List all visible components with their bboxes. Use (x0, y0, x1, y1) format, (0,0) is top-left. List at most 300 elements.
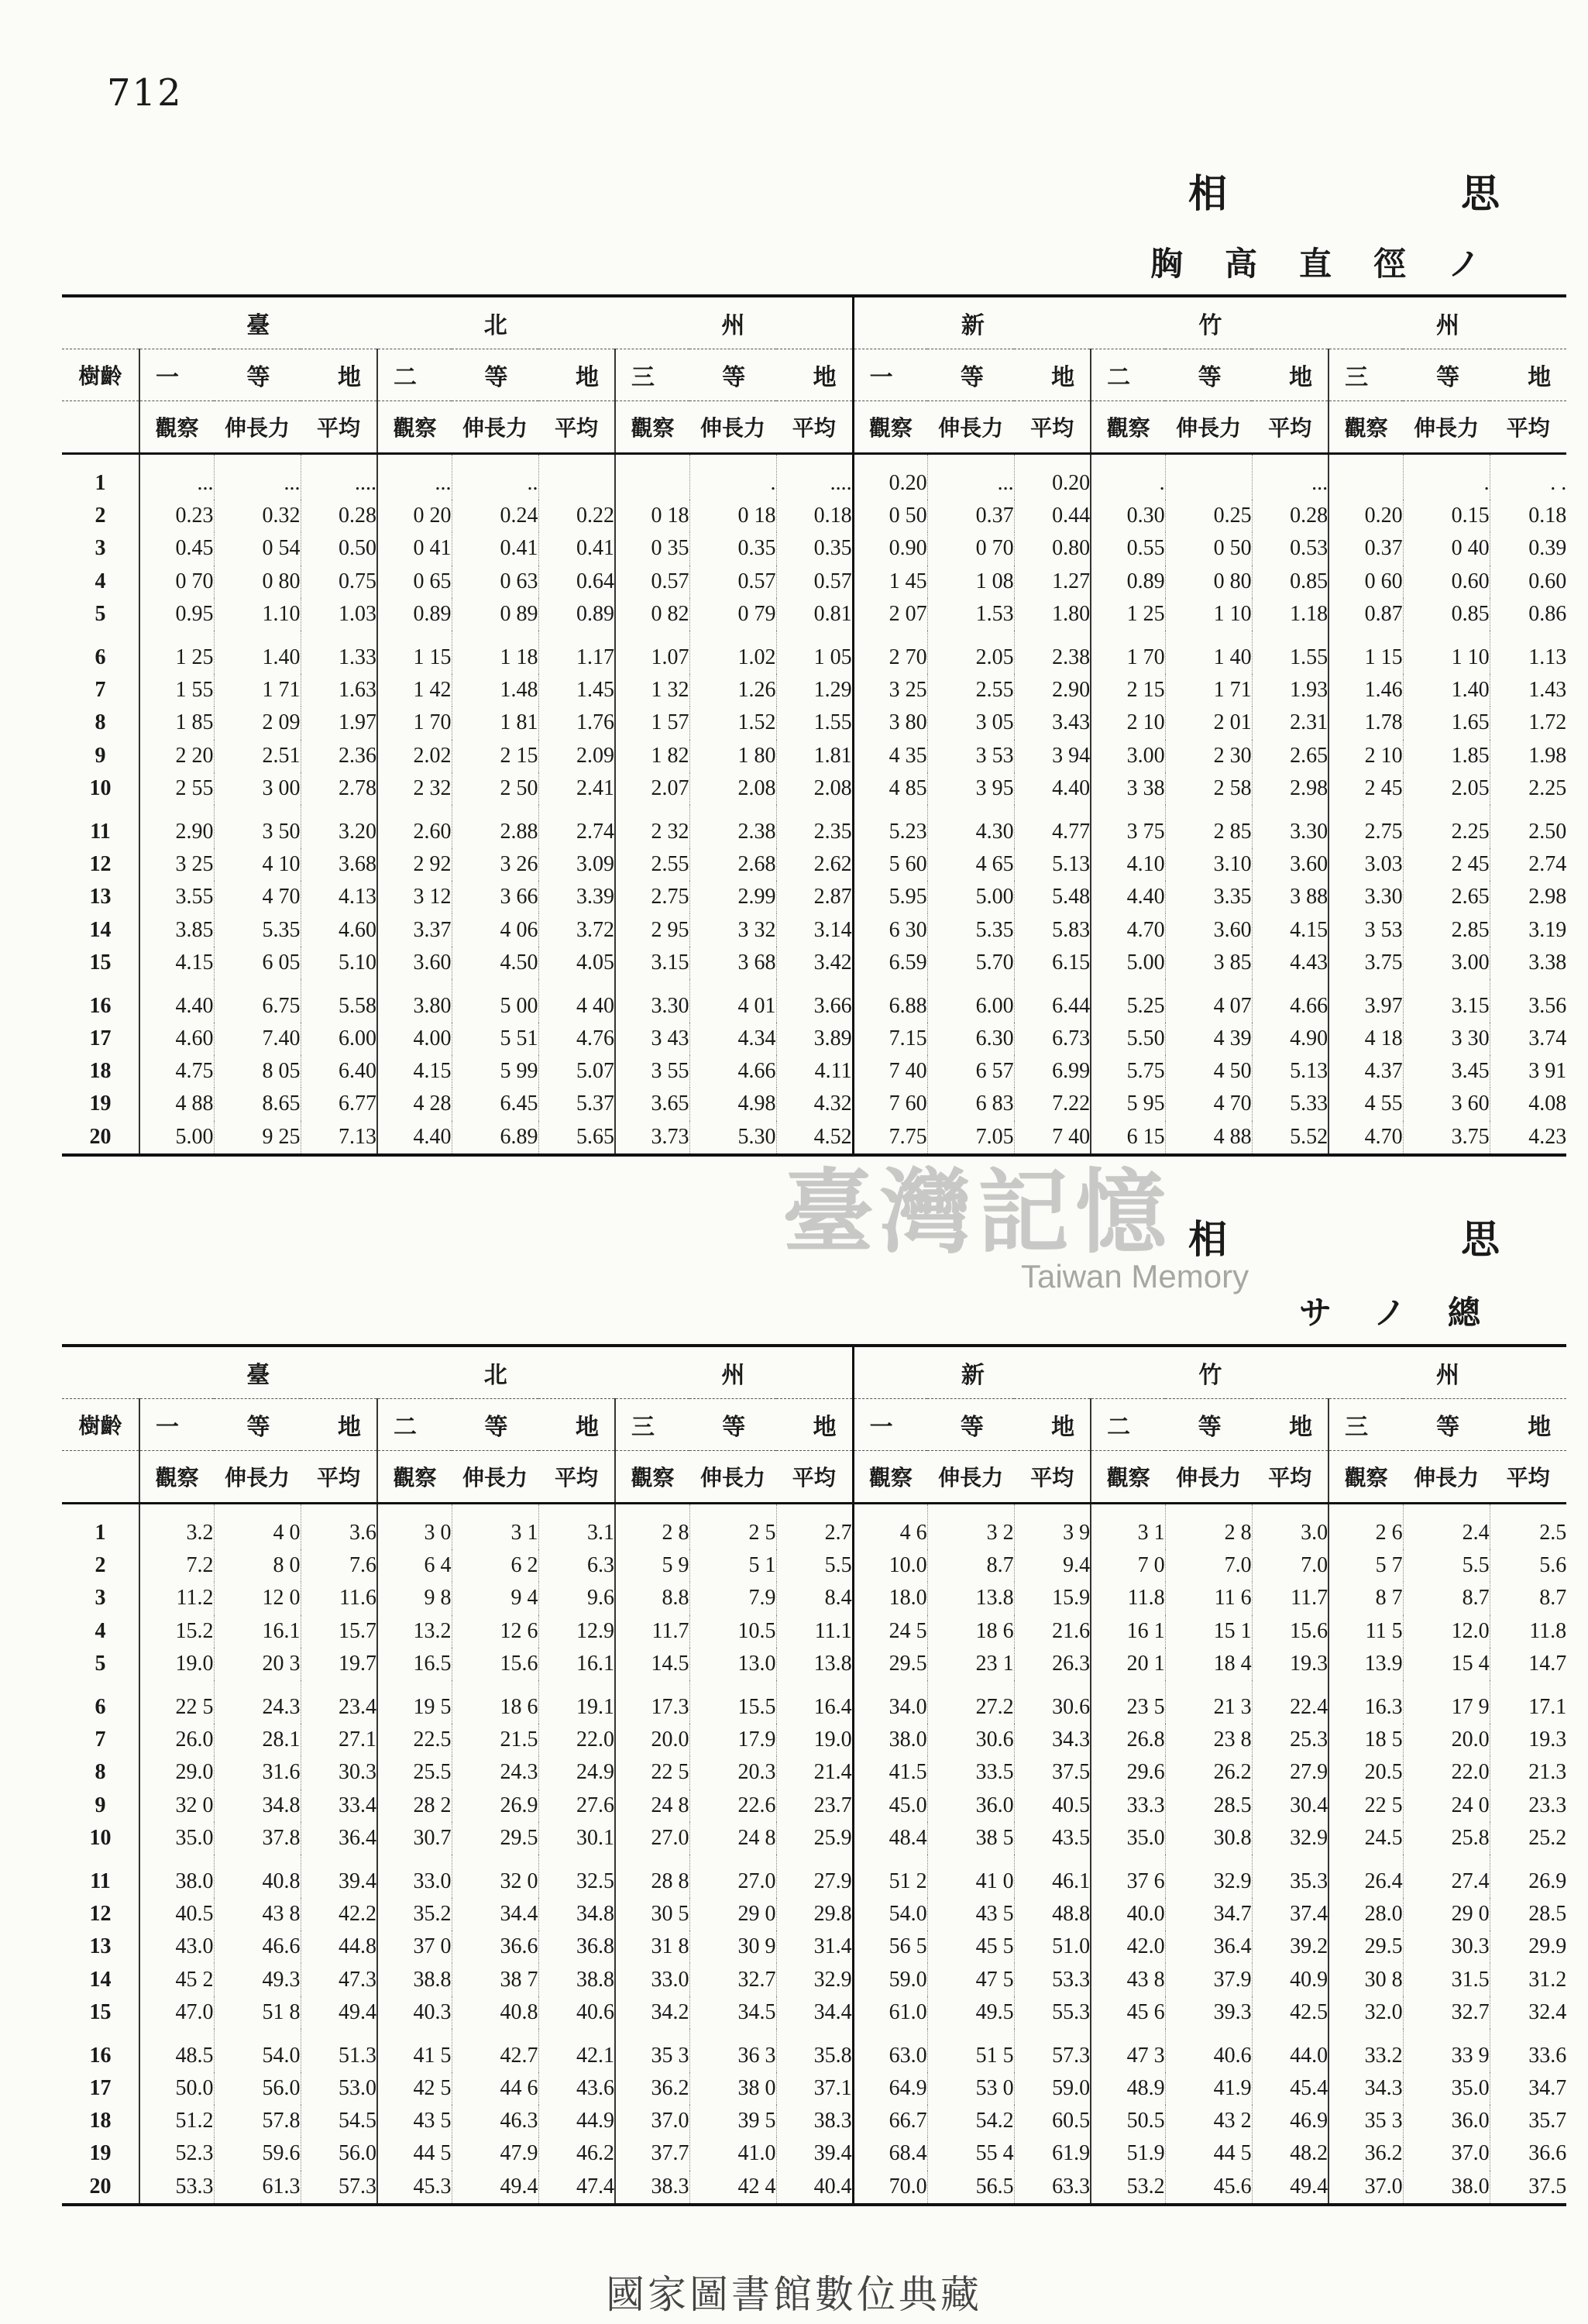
value-cell: 30.4 (1252, 1789, 1328, 1822)
value-cell: 4 18 (1328, 1023, 1403, 1055)
value-cell: 26.8 (1091, 1724, 1165, 1756)
grade-header (377, 1399, 615, 1451)
value-cell: 3 85 (1165, 947, 1252, 979)
value-cell: 19.3 (1252, 1648, 1328, 1680)
value-cell: 5.13 (1252, 1055, 1328, 1088)
value-cell: 10.0 (853, 1549, 927, 1582)
value-cell: 2.36 (301, 740, 377, 772)
grade-char: 地 (338, 364, 361, 391)
value-cell: 0.57 (689, 566, 776, 598)
column-header: 平均 (301, 1451, 377, 1504)
age-cell: 14 (89, 1967, 112, 1992)
value-cell: 27.9 (776, 1855, 853, 1898)
grade-char: 二 (394, 1414, 417, 1441)
value-cell: 0.85 (1252, 566, 1328, 598)
value-cell: 47 5 (927, 1963, 1014, 1996)
value-cell: 0.25 (1165, 500, 1252, 532)
grade-header (1091, 349, 1328, 401)
value-cell: 1.29 (776, 674, 853, 706)
table-row (62, 1023, 1566, 1055)
value-cell: 2.41 (538, 772, 615, 805)
value-cell: 45.3 (377, 2171, 452, 2205)
age-cell: 14 (89, 917, 112, 942)
value-cell: 28.1 (214, 1724, 301, 1756)
value-cell: 2 32 (615, 805, 689, 848)
value-cell: 33.0 (377, 1855, 452, 1898)
value-cell: 3.00 (1403, 947, 1490, 979)
value-cell: 4.08 (1490, 1088, 1566, 1120)
value-cell: 24.3 (452, 1756, 538, 1789)
column-header: 平均 (301, 401, 377, 454)
value-cell: 5.48 (1014, 881, 1091, 913)
value-cell: 35.0 (1091, 1822, 1165, 1855)
value-cell: 2 70 (853, 631, 927, 674)
value-cell: 42.1 (538, 2029, 615, 2072)
value-cell: 7.0 (1165, 1549, 1252, 1582)
value-cell: 5.70 (927, 947, 1014, 979)
value-cell: 42 4 (689, 2171, 776, 2205)
grade-char: 等 (1198, 1414, 1222, 1441)
column-header: 平均 (1490, 401, 1566, 454)
value-cell: 3 94 (1014, 740, 1091, 772)
value-cell: 11.7 (1252, 1582, 1328, 1614)
grade-header (139, 349, 377, 401)
value-cell: 5 9 (615, 1549, 689, 1582)
value-cell: 4 39 (1165, 1023, 1252, 1055)
value-cell: 3.60 (377, 947, 452, 979)
value-cell: 48.5 (139, 2029, 214, 2072)
table-row (62, 1963, 1566, 1996)
column-header: 觀察 (1328, 401, 1403, 454)
grade-header (615, 349, 853, 401)
value-cell: 0.55 (1091, 532, 1165, 565)
value-cell: 29.6 (1091, 1756, 1165, 1789)
value-cell: 1 15 (377, 631, 452, 674)
value-cell: 30.1 (538, 1822, 615, 1855)
value-cell: 28 2 (377, 1789, 452, 1822)
value-cell: 4.52 (776, 1121, 853, 1155)
value-cell: 19.1 (538, 1680, 615, 1724)
value-cell: 29 0 (689, 1898, 776, 1930)
column-header: 觀察 (1328, 1451, 1403, 1504)
value-cell: 1 80 (689, 740, 776, 772)
value-cell: 39.3 (1165, 1996, 1252, 2029)
grade-char: 一 (869, 364, 893, 391)
prefecture-char: 州 (1435, 1362, 1459, 1389)
value-cell: 1.07 (615, 631, 689, 674)
value-cell: 4.15 (377, 1055, 452, 1088)
table-row (62, 1504, 1566, 1550)
value-cell: 6 2 (452, 1549, 538, 1582)
value-cell: 1.45 (538, 674, 615, 706)
value-cell: 3.00 (1091, 740, 1165, 772)
value-cell: 15.6 (1252, 1615, 1328, 1648)
table-row (62, 979, 1566, 1023)
value-cell: 28.5 (1165, 1789, 1252, 1822)
value-cell: 1 71 (1165, 674, 1252, 706)
value-cell: 2.08 (776, 772, 853, 805)
value-cell: 40.8 (452, 1996, 538, 2029)
value-cell: 2 10 (1328, 740, 1403, 772)
value-cell: 0.89 (538, 598, 615, 631)
value-cell: 6.73 (1014, 1023, 1091, 1055)
value-cell: 34.7 (1165, 1898, 1252, 1930)
value-cell: 22.4 (1252, 1680, 1328, 1724)
value-cell: 40.5 (1014, 1789, 1091, 1822)
value-cell: 6.59 (853, 947, 927, 979)
value-cell: 15.5 (689, 1680, 776, 1724)
value-cell: 37.7 (615, 2137, 689, 2170)
value-cell: 5.07 (538, 1055, 615, 1088)
value-cell: 15 4 (1403, 1648, 1490, 1680)
value-cell: 3.19 (1490, 913, 1566, 946)
value-cell: 4 01 (689, 979, 776, 1023)
value-cell: 44.9 (538, 2105, 615, 2137)
age-cell: 10 (89, 1825, 112, 1850)
value-cell: 5.75 (1091, 1055, 1165, 1088)
value-cell: 0.15 (1403, 500, 1490, 532)
age-cell: 17 (89, 1026, 112, 1051)
value-cell: 3 91 (1490, 1055, 1566, 1088)
value-cell: 3 68 (689, 947, 776, 979)
value-cell: 18 5 (1328, 1724, 1403, 1756)
value-cell: 40.6 (538, 1996, 615, 2029)
value-cell: 57.3 (1014, 2029, 1091, 2072)
value-cell: 24 8 (689, 1822, 776, 1855)
value-cell: 3 0 (377, 1504, 452, 1550)
value-cell: 4 07 (1165, 979, 1252, 1023)
grade-char: 地 (576, 364, 599, 391)
value-cell: 0 80 (1165, 566, 1252, 598)
table-row (62, 1680, 1566, 1724)
value-cell: 48.8 (1014, 1898, 1091, 1930)
value-cell: 28.5 (1490, 1898, 1566, 1930)
table1-title-char: 相 (1188, 170, 1229, 216)
value-cell: 45.4 (1252, 2072, 1328, 2105)
value-cell: 3.0 (1252, 1504, 1328, 1550)
grade-char: 等 (484, 364, 508, 391)
value-cell: 49.3 (214, 1963, 301, 1996)
header-corner (62, 296, 139, 349)
value-cell: 2.55 (615, 848, 689, 881)
value-cell: 40.9 (1252, 1963, 1328, 1996)
value-cell: 3 9 (1014, 1504, 1091, 1550)
prefecture-char: 州 (721, 312, 745, 339)
value-cell: 0.81 (776, 598, 853, 631)
value-cell: 1.65 (1403, 706, 1490, 739)
value-cell: 8 0 (214, 1549, 301, 1582)
value-cell: 1 55 (139, 674, 214, 706)
value-cell: 2.65 (1403, 881, 1490, 913)
value-cell: 48.2 (1252, 2137, 1328, 2170)
value-cell: 6.89 (452, 1121, 538, 1155)
value-cell: 6 4 (377, 1549, 452, 1582)
value-cell: 17.3 (615, 1680, 689, 1724)
value-cell: 0.53 (1252, 532, 1328, 565)
value-cell: 13.9 (1328, 1648, 1403, 1680)
value-cell: 45.0 (853, 1789, 927, 1822)
value-cell: 2.7 (776, 1504, 853, 1550)
value-cell: 27.1 (301, 1724, 377, 1756)
value-cell: 23.4 (301, 1680, 377, 1724)
value-cell: 5.35 (927, 913, 1014, 946)
value-cell: 27.0 (689, 1855, 776, 1898)
value-cell: 54.0 (853, 1898, 927, 1930)
value-cell: 20.5 (1328, 1756, 1403, 1789)
value-cell: 21.3 (1490, 1756, 1566, 1789)
value-cell: 37.1 (776, 2072, 853, 2105)
grade-header (1328, 1399, 1566, 1451)
value-cell: 27.4 (1403, 1855, 1490, 1898)
value-cell: 30.3 (1403, 1930, 1490, 1963)
value-cell: 6 30 (853, 913, 927, 946)
value-cell: 3.75 (1403, 1121, 1490, 1155)
value-cell: 8.8 (615, 1582, 689, 1614)
age-cell: 19 (89, 1092, 112, 1116)
value-cell: 27.0 (615, 1822, 689, 1855)
age-cell: 11 (90, 1868, 111, 1893)
value-cell: 52.3 (139, 2137, 214, 2170)
value-cell: 19.0 (139, 1648, 214, 1680)
value-cell: 2 95 (615, 913, 689, 946)
value-cell: 43 8 (1091, 1963, 1165, 1996)
value-cell: 2 6 (1328, 1504, 1403, 1550)
value-cell: 41 5 (377, 2029, 452, 2072)
value-cell: 3.20 (301, 805, 377, 848)
value-cell: 19.3 (1490, 1724, 1566, 1756)
grade-char: 等 (1436, 1414, 1460, 1441)
value-cell: 3 53 (1328, 913, 1403, 946)
value-cell: 32.7 (689, 1963, 776, 1996)
value-cell: 32.7 (1403, 1996, 1490, 2029)
value-cell: 61.9 (1014, 2137, 1091, 2170)
value-cell: 3.6 (301, 1504, 377, 1550)
grade-char: 地 (1051, 1414, 1075, 1441)
value-cell: 3 60 (1403, 1088, 1490, 1120)
value-cell: 13.8 (776, 1648, 853, 1680)
value-cell: 32.9 (1165, 1855, 1252, 1898)
value-cell: 30.6 (927, 1724, 1014, 1756)
value-cell: 4.60 (301, 913, 377, 946)
value-cell: 36.6 (452, 1930, 538, 1963)
value-cell: 2.38 (689, 805, 776, 848)
age-cell: 1 (95, 1521, 106, 1545)
value-cell: 2.65 (1252, 740, 1328, 772)
grade-char: 二 (1107, 364, 1131, 391)
value-cell: 36.8 (538, 1930, 615, 1963)
value-cell: 5.30 (689, 1121, 776, 1155)
value-cell: 40.4 (776, 2171, 853, 2205)
grade-char: 地 (338, 1414, 361, 1441)
value-cell: 13.0 (689, 1648, 776, 1680)
value-cell: 4.05 (538, 947, 615, 979)
grade-char: 地 (1289, 1414, 1313, 1441)
value-cell: 5.13 (1014, 848, 1091, 881)
age-cell: 5 (95, 601, 106, 626)
value-cell: 6 15 (1091, 1121, 1165, 1155)
age-cell: 18 (89, 1059, 112, 1084)
value-cell: 2.78 (301, 772, 377, 805)
value-cell: 0.28 (301, 500, 377, 532)
column-header: 平均 (538, 1451, 615, 1504)
value-cell: 38.8 (538, 1963, 615, 1996)
value-cell: 6.44 (1014, 979, 1091, 1023)
age-cell: 19 (89, 2141, 112, 2166)
table-row (62, 674, 1566, 706)
value-cell: 4.40 (139, 979, 214, 1023)
value-cell: 5.5 (1403, 1549, 1490, 1582)
age-cell: 18 (89, 2109, 112, 2133)
grade-char: 一 (156, 1414, 179, 1441)
value-cell: 9.6 (538, 1582, 615, 1614)
value-cell: 0.35 (689, 532, 776, 565)
value-cell: 0 79 (689, 598, 776, 631)
value-cell: 2.68 (689, 848, 776, 881)
value-cell: 47.4 (538, 2171, 615, 2205)
column-header: 伸長力 (1403, 401, 1490, 454)
table-row (62, 1121, 1566, 1155)
value-cell: 23 1 (927, 1648, 1014, 1680)
table-row (62, 1996, 1566, 2029)
value-cell: 7.05 (927, 1121, 1014, 1155)
prefecture-char: 竹 (1198, 1362, 1222, 1389)
value-cell: 11.8 (1490, 1615, 1566, 1648)
value-cell: 44 6 (452, 2072, 538, 2105)
value-cell: 33 9 (1403, 2029, 1490, 2072)
value-cell: 18 6 (927, 1615, 1014, 1648)
grade-char: 地 (813, 364, 837, 391)
prefecture-header (139, 296, 853, 349)
diameter-table (62, 294, 1566, 1157)
value-cell: 33.3 (1091, 1789, 1165, 1822)
prefecture-char: 新 (961, 312, 985, 339)
value-cell: 34.8 (538, 1898, 615, 1930)
value-cell: 2.05 (1403, 772, 1490, 805)
value-cell: 42.2 (301, 1898, 377, 1930)
age-cell: 12 (89, 1902, 112, 1927)
value-cell: 53.3 (139, 2171, 214, 2205)
value-cell: 8 05 (214, 1055, 301, 1088)
value-cell: 53 0 (927, 2072, 1014, 2105)
age-cell: 7 (95, 1728, 106, 1752)
value-cell: 5 7 (1328, 1549, 1403, 1582)
value-cell: 24.3 (214, 1680, 301, 1724)
value-cell: 32.5 (538, 1855, 615, 1898)
table-row (62, 805, 1566, 848)
value-cell: 4.70 (1091, 913, 1165, 946)
value-cell: 2 8 (1165, 1504, 1252, 1550)
table-row (62, 454, 1566, 500)
value-cell: 1.63 (301, 674, 377, 706)
value-cell: 7.22 (1014, 1088, 1091, 1120)
value-cell: 2 92 (377, 848, 452, 881)
value-cell: 1.33 (301, 631, 377, 674)
value-cell: 0 50 (853, 500, 927, 532)
value-cell: 1 18 (452, 631, 538, 674)
height-table (62, 1344, 1566, 2206)
value-cell: 23.3 (1490, 1789, 1566, 1822)
value-cell: 5.37 (538, 1088, 615, 1120)
prefecture-header (139, 1346, 853, 1399)
value-cell: 4.43 (1252, 947, 1328, 979)
table-row (62, 1930, 1566, 1963)
value-cell: 30.6 (1014, 1680, 1091, 1724)
value-cell: 26.4 (1328, 1855, 1403, 1898)
value-cell: 34.2 (615, 1996, 689, 2029)
value-cell: 0 54 (214, 532, 301, 565)
value-cell: 22 5 (1328, 1789, 1403, 1822)
value-cell: 5.23 (853, 805, 927, 848)
value-cell: 64.9 (853, 2072, 927, 2105)
header-corner (62, 1451, 139, 1504)
watermark-logo-text: 臺灣記憶 (782, 1158, 1174, 1266)
value-cell: 0 70 (927, 532, 1014, 565)
value-cell: 6.88 (853, 979, 927, 1023)
table1-subtitle-char: 胸 (1150, 245, 1183, 283)
value-cell: 48.4 (853, 1822, 927, 1855)
value-cell: 44.8 (301, 1930, 377, 1963)
value-cell: 0.30 (1091, 500, 1165, 532)
value-cell: 57.8 (214, 2105, 301, 2137)
value-cell: 11 5 (1328, 1615, 1403, 1648)
value-cell: 44 5 (377, 2137, 452, 2170)
value-cell: 0 20 (377, 500, 452, 532)
value-cell: 0 65 (377, 566, 452, 598)
header-corner (62, 1346, 139, 1399)
value-cell: 5.65 (538, 1121, 615, 1155)
value-cell: 38.0 (1403, 2171, 1490, 2205)
value-cell: 17.1 (1490, 1680, 1566, 1724)
value-cell: 13.2 (377, 1615, 452, 1648)
value-cell: 14.5 (615, 1648, 689, 1680)
value-cell: 3.15 (1403, 979, 1490, 1023)
table-row (62, 1724, 1566, 1756)
value-cell: 8.7 (1490, 1582, 1566, 1614)
value-cell: 29.5 (1328, 1930, 1403, 1963)
grade-char: 等 (1198, 364, 1222, 391)
value-cell: 41.0 (689, 2137, 776, 2170)
value-cell: 0.39 (1490, 532, 1566, 565)
value-cell: .... (301, 454, 377, 500)
value-cell: 57.3 (301, 2171, 377, 2205)
value-cell: 3 00 (214, 772, 301, 805)
value-cell: 30 8 (1328, 1963, 1403, 1996)
value-cell: 47.3 (301, 1963, 377, 1996)
value-cell: 1 05 (776, 631, 853, 674)
value-cell: 24.9 (538, 1756, 615, 1789)
value-cell: 3.03 (1328, 848, 1403, 881)
table-row (62, 913, 1566, 946)
value-cell: 29.0 (139, 1756, 214, 1789)
value-cell: 29 0 (1403, 1898, 1490, 1930)
value-cell: 4.66 (1252, 979, 1328, 1023)
value-cell: 5 95 (1091, 1088, 1165, 1120)
value-cell: 1.40 (1403, 674, 1490, 706)
value-cell: 2.25 (1403, 805, 1490, 848)
prefecture-char: 州 (1435, 312, 1459, 339)
value-cell: 1 10 (1165, 598, 1252, 631)
value-cell: 2 09 (214, 706, 301, 739)
value-cell: 0.28 (1252, 500, 1328, 532)
value-cell: 6 05 (214, 947, 301, 979)
value-cell: 1.17 (538, 631, 615, 674)
value-cell: 30.7 (377, 1822, 452, 1855)
value-cell: 35 3 (1328, 2105, 1403, 2137)
value-cell: 11.1 (776, 1615, 853, 1648)
value-cell: 6.45 (452, 1088, 538, 1120)
grade-char: 等 (484, 1414, 508, 1441)
value-cell: 2.62 (776, 848, 853, 881)
